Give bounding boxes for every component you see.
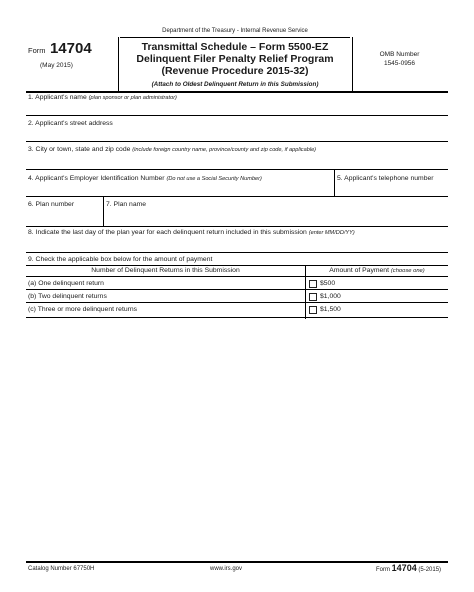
omb-block bbox=[352, 50, 447, 68]
table-row-rule-2 bbox=[26, 302, 448, 303]
field-5-label: 5. Applicant's telephone number bbox=[337, 175, 434, 182]
amount-b: $1,000 bbox=[320, 293, 341, 300]
row-label-c: (c) Three or more delinquent returns bbox=[28, 306, 138, 313]
applicant-name-field[interactable] bbox=[26, 102, 448, 114]
table-col-divider bbox=[305, 265, 306, 319]
amount-a: $500 bbox=[320, 280, 336, 287]
form-label: Form bbox=[28, 46, 46, 55]
table-header-rule bbox=[26, 276, 448, 277]
department-line: Department of the Treasury - Internal Revenue Service bbox=[162, 28, 308, 34]
table-bottom-rule bbox=[26, 317, 448, 318]
footer-form-number: 14704 bbox=[391, 563, 417, 573]
street-address-field[interactable] bbox=[26, 128, 448, 140]
rule-2 bbox=[26, 141, 448, 142]
field-7-label: 7. Plan name bbox=[106, 201, 147, 208]
form-date: (May 2015) bbox=[40, 62, 73, 69]
rule-6 bbox=[26, 252, 448, 253]
field-3-label: 3. City or town, state and zip code (include foreign country name, province/county and zip code, if applicable) bbox=[28, 146, 317, 153]
attach-note: (Attach to Oldest Delinquent Return in this Submission) bbox=[151, 81, 319, 88]
field-1-label: 1. Applicant's name (plan sponsor or plan administrator) bbox=[28, 94, 177, 101]
omb-label: OMB Number bbox=[379, 51, 420, 58]
field-2-label: 2. Applicant's street address bbox=[28, 120, 113, 127]
table-col2-header: Amount of Payment (choose one) bbox=[329, 267, 425, 274]
rule-3 bbox=[26, 169, 448, 170]
ein-field[interactable] bbox=[26, 183, 333, 195]
checkbox-1500[interactable] bbox=[309, 306, 317, 314]
field-4-label: 4. Applicant's Employer Identification Number (Do not use a Social Security Number) bbox=[28, 175, 262, 182]
field-9-label: 9. Check the applicable box below for the amount of payment bbox=[28, 256, 213, 263]
department-rule bbox=[120, 37, 350, 38]
checkbox-1000[interactable] bbox=[309, 293, 317, 301]
form-id-block bbox=[28, 40, 118, 58]
amount-c: $1,500 bbox=[320, 306, 341, 313]
field-6-label: 6. Plan number bbox=[28, 201, 75, 208]
irs-website: www.irs.gov bbox=[210, 566, 243, 572]
plan-name-field[interactable] bbox=[104, 209, 448, 224]
title-line-2: Delinquent Filer Penalty Relief Program bbox=[136, 53, 334, 65]
rule-5 bbox=[26, 226, 448, 227]
rule-1 bbox=[26, 115, 448, 116]
row-label-b: (b) Two delinquent returns bbox=[28, 293, 107, 300]
catalog-number: Catalog Number 67750H bbox=[28, 566, 95, 572]
title-line-1: Transmittal Schedule – Form 5500-EZ bbox=[141, 41, 329, 53]
plan-number-field[interactable] bbox=[26, 209, 102, 224]
checkbox-500[interactable] bbox=[309, 280, 317, 288]
header-bottom-rule bbox=[26, 91, 448, 93]
omb-number: 1545-0956 bbox=[383, 60, 416, 67]
row-label-a: (a) One delinquent return bbox=[28, 280, 104, 287]
rule-4 bbox=[26, 196, 448, 197]
form-title bbox=[118, 41, 352, 77]
form-number: 14704 bbox=[49, 40, 92, 57]
table-row-rule-1 bbox=[26, 289, 448, 290]
table-col1-header: Number of Delinquent Returns in this Submission bbox=[91, 267, 240, 274]
city-state-zip-field[interactable] bbox=[26, 154, 448, 166]
field-8-label: 8. Indicate the last day of the plan year for each delinquent return included in this submission (enter MM/DD/YY) bbox=[28, 229, 355, 236]
title-line-3: (Revenue Procedure 2015-32) bbox=[161, 65, 309, 77]
plan-year-end-field[interactable] bbox=[26, 238, 448, 250]
telephone-field[interactable] bbox=[335, 183, 448, 195]
payment-table bbox=[26, 265, 448, 319]
footer-form-id: Form 14704 (5-2015) bbox=[376, 563, 442, 573]
